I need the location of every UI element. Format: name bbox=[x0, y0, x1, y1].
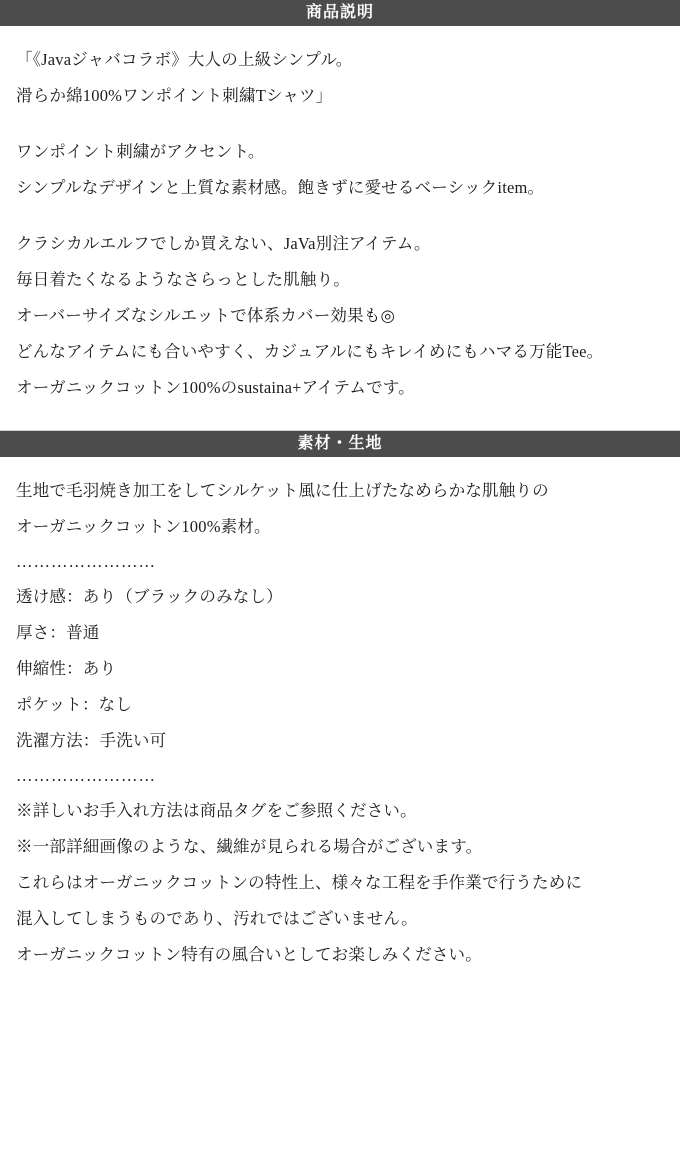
text-line: 透け感：あり（ブラックのみなし） bbox=[16, 587, 283, 606]
text-line: 毎日着たくなるようなさらっとした肌触り。 bbox=[16, 270, 350, 289]
text-line: オーガニックコットン特有の風合いとしてお楽しみください。 bbox=[16, 945, 482, 964]
spacer bbox=[0, 457, 680, 473]
text-line: オーバーサイズなシルエットで体系カバー効果も◎ bbox=[16, 306, 396, 325]
spacer bbox=[0, 406, 680, 430]
text-line: これらはオーガニックコットンの特性上、様々な工程を手作業で行うために bbox=[16, 873, 583, 892]
text-line: ポケット：なし bbox=[16, 695, 133, 714]
text-line-blank bbox=[16, 114, 664, 134]
section-header-material-fabric: 素材・生地 bbox=[0, 431, 680, 457]
text-line-dots: …………………… bbox=[16, 552, 156, 571]
text-line: 「《Javaジャバコラボ》大人の上級シンプル。 bbox=[16, 50, 353, 69]
text-line-blank bbox=[16, 206, 664, 226]
section-material-fabric bbox=[0, 431, 680, 973]
material-fabric-body bbox=[0, 473, 680, 973]
spacer bbox=[0, 26, 680, 42]
text-line: 混入してしまうものであり、汚れではございません。 bbox=[16, 909, 418, 928]
text-line: 洗濯方法：手洗い可 bbox=[16, 731, 167, 750]
text-line: オーガニックコットン100%素材。 bbox=[16, 517, 271, 536]
text-line: クラシカルエルフでしか買えない、JaVa別注アイテム。 bbox=[16, 234, 431, 253]
text-line: 生地で毛羽焼き加工をしてシルケット風に仕上げたなめらかな肌触りの bbox=[16, 481, 549, 500]
product-description-body bbox=[0, 42, 680, 406]
text-line: 滑らか綿100%ワンポイント刺繍Tシャツ」 bbox=[16, 86, 333, 105]
text-line: ※詳しいお手入れ方法は商品タグをご参照ください。 bbox=[16, 801, 417, 820]
text-line: ※一部詳細画像のような、繊維が見られる場合がございます。 bbox=[16, 837, 483, 856]
text-line: オーガニックコットン100%のsustaina+アイテムです。 bbox=[16, 378, 415, 397]
text-line: 伸縮性：あり bbox=[16, 659, 117, 678]
text-line: シンプルなデザインと上質な素材感。飽きずに愛せるベーシックitem。 bbox=[16, 178, 545, 197]
text-line-dots: …………………… bbox=[16, 766, 156, 785]
text-line: 厚さ：普通 bbox=[16, 623, 100, 642]
section-header-product-description: 商品説明 bbox=[0, 0, 680, 26]
section-product-description bbox=[0, 0, 680, 406]
text-line: ワンポイント刺繍がアクセント。 bbox=[16, 142, 265, 161]
text-line: どんなアイテムにも合いやすく、カジュアルにもキレイめにもハマる万能Tee。 bbox=[16, 342, 604, 361]
